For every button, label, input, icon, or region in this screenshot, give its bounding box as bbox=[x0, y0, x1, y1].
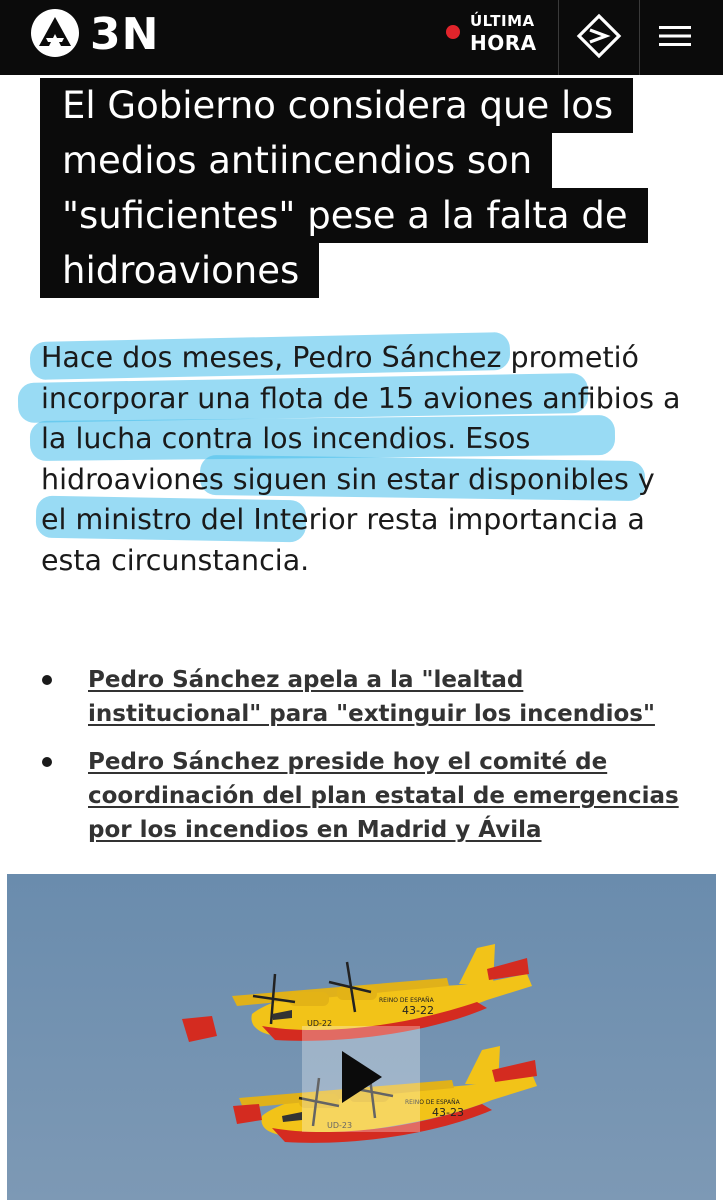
divider bbox=[639, 0, 640, 75]
live-news-link[interactable] bbox=[446, 10, 537, 54]
brand-logo[interactable] bbox=[30, 10, 159, 60]
lead-part: Hace dos meses, Pedro Sánchez prometió incorporar una flota de 15 aviones anfibios a la lucha contra los incendios. bbox=[41, 341, 681, 455]
related-link[interactable]: Pedro Sánchez apela a la "lealtad institucional" para "extinguir los incendios" bbox=[88, 667, 655, 727]
plane1-fin: UD-22 bbox=[307, 1019, 333, 1028]
play-button[interactable] bbox=[302, 1026, 420, 1132]
live-dot-icon bbox=[446, 25, 460, 39]
bullet bbox=[42, 757, 52, 767]
article-lead bbox=[41, 338, 681, 581]
divider bbox=[558, 0, 559, 75]
brand-name: 3N bbox=[90, 9, 160, 60]
related-links-list bbox=[40, 663, 700, 861]
direct-arrow-icon bbox=[576, 13, 622, 63]
bullet bbox=[42, 675, 52, 685]
live-label-line1: ÚLTIMA bbox=[470, 12, 535, 30]
list-item bbox=[40, 745, 700, 847]
top-navigation-bar bbox=[0, 0, 723, 75]
plane1-markings: REINO DE ESPAÑA bbox=[379, 997, 434, 1004]
related-link[interactable]: Pedro Sánchez preside hoy el comité de coordinación del plan estatal de emergencias por los incendios en Madrid y Ávila bbox=[88, 749, 679, 843]
antena3-logo-icon bbox=[30, 8, 80, 62]
list-item bbox=[40, 663, 700, 731]
plane2-fin: UD-23 bbox=[327, 1121, 353, 1130]
lead-part: y el ministro del Interior resta importancia a esta circunstancia. bbox=[41, 462, 655, 577]
play-icon bbox=[338, 1049, 384, 1109]
plane1-registration: 43-22 bbox=[402, 1004, 434, 1017]
menu-icon bbox=[657, 23, 693, 53]
plane2-markings: REINO DE ESPAÑA bbox=[405, 1099, 460, 1106]
lead-part: Esos hidroaviones siguen sin estar disponibles bbox=[41, 422, 629, 496]
menu-button[interactable] bbox=[645, 0, 705, 75]
article-headline: El Gobierno considera que los medios antiincendios son "suficientes" pese a la falta de hidroaviones bbox=[40, 78, 690, 298]
plane2-registration: 43-23 bbox=[432, 1106, 464, 1119]
direct-button[interactable] bbox=[569, 0, 629, 75]
live-label-line2: HORA bbox=[470, 31, 537, 55]
